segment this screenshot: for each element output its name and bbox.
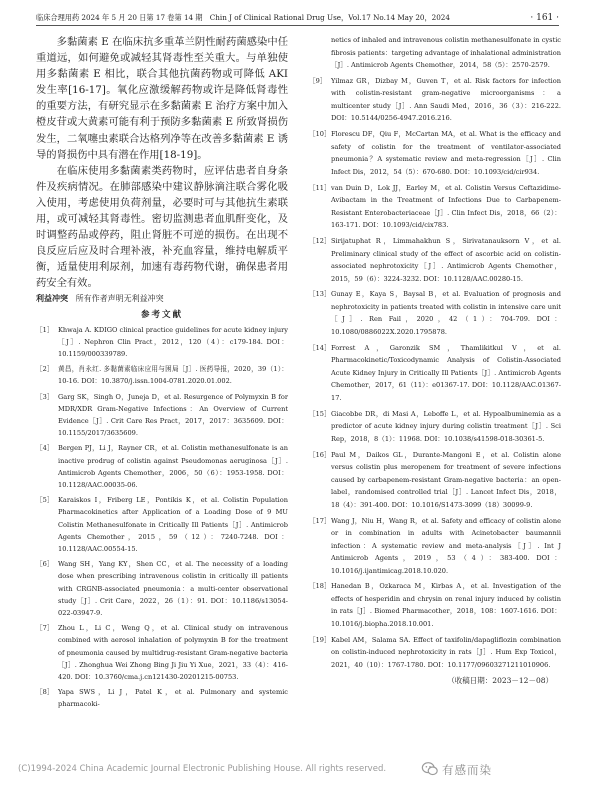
reference-item [309, 34, 561, 72]
reference-text: Garg SK，Singh O，Juneja D，et al. Resurgence of Polymyxin B for MDR/XDR Gram-Negative Infections：An Overview of Current Evidence［J］. Crit Care Res Pract，2017，2017：3635609. DOI：10.1155/2017/3635609. [58, 392, 288, 438]
body-paragraph-2: 在临床使用多黏菌素类药物时，应评估患者自身条件及疾病情况。在肺部感染中建议静脉滴注联合雾化吸入使用，考虑使用负荷剂量，必要时可与其他抗生素联用，或可减轻其肾毒性。密切监测患者血肌酐变化，及时调整药品或停药，阻止肾脏不可逆的损伤。在出现不良反应后应及时合理补液，补充血容量，维持电解质平衡，适量使用利尿剂，加速有毒药物代谢，确保患者用药安全有效。 [36, 164, 288, 290]
reference-text: Wang J，Niu H，Wang R，et al. Safety and efficacy of colistin alone or in combination in adults with Acinetobacter baumannii infection：A systematic review and meta-analysis［J］. Int J Antimicrob Agents，2019，53（4）：383-400. DOI：10.1016/j.ijantimicag.2018.10.020. [331, 516, 561, 575]
reference-number: ［12］ [309, 237, 331, 246]
reference-item [309, 515, 561, 578]
reference-text: Yapa SWS，Li J，Patel K，et al. Pulmonary and systemic pharmacoki- [58, 688, 288, 709]
reference-item [309, 408, 561, 446]
reference-item [36, 686, 288, 710]
reference-number: ［8］ [36, 688, 54, 697]
reference-text: 黄昌，肖永红. 多黏菌素临床应用与困局［J］. 医药导报，2020，39（1）：10-16. DOI：10.3870/j.issn.1004-0781.2020.01.002. [58, 365, 288, 386]
reference-number: ［1］ [36, 325, 54, 334]
reference-item [309, 342, 561, 405]
reference-item [36, 363, 288, 387]
reference-number: ［7］ [36, 624, 54, 633]
reference-item [36, 324, 288, 361]
conflict-label: 利益冲突 [36, 293, 68, 303]
reference-text: Yilmaz GR，Dizbay M，Guven T，et al. Risk factors for infection with colistin-resistant gram-negative microorganisms：a multicenter study［J］. Ann Saudi Med，2016，36（3）：216-222. DOI：10.5144/0256-4947.2016.216. [331, 76, 561, 123]
page-header [36, 10, 559, 26]
reference-item [309, 182, 561, 232]
reference-number: ［6］ [36, 560, 54, 569]
right-column [309, 34, 561, 686]
reference-number: ［3］ [36, 392, 54, 401]
body-paragraph-1: 多黏菌素 E 在临床抗多重革兰阴性耐药菌感染中任重道远，如何避免或减轻其肾毒性至关重大。与单独使用多黏菌素 E 相比，联合其他抗菌药物或可降低 AKI 发生率[16-17]。氧化应激缓解药物或许是降低肾毒性的重要方法，有研究显示在多黏菌素 E 治疗方案中加入橙皮苷或大黄素可能有利于预防多黏菌素 E 所致肾损伤发生，二氧噻虫素联合达格列净等在改善多黏菌素 E 诱导的肾损伤中具有潜在作用[18-19]。 [36, 36, 288, 161]
reference-number: ［2］ [36, 365, 54, 374]
page-number: · 161 · [530, 13, 559, 23]
page-footer [0, 762, 595, 782]
reference-text: Florescu DF，Qiu F，McCartan MA，et al. What is the efficacy and safety of colistin for the treatment of ventilator-associated pneumonia？A systematic review and meta-regression［J］. Clin Infect Dis，2012，54（5）：670-680. DOI：10.1093/cid/cir934. [331, 130, 561, 176]
reference-number: ［11］ [309, 183, 331, 192]
reference-text: Gunay E，Kaya S，Baysal B，et al. Evaluation of prognosis and nephrotoxicity in patients treated with colistin in intensive care unit［J］. Ren Fail，2020，42（1）：704-709. DOI：10.1080/0886022X.2020.1795878. [331, 290, 561, 336]
reference-number: ［16］ [309, 450, 331, 459]
reference-item [36, 558, 288, 619]
reference-item [309, 235, 561, 285]
reference-text: Paul M，Daikos GL，Durante-Mangoni E，et al. Colistin alone versus colistin plus meropenem for treatment of severe infections caused by carbapenem-resistant Gram-negative bacteria：an open-label，randomised controlled trial［J］. Lancet Infect Dis，2018，18（4）：391-400. DOI：10.1016/S1473-3099（18）30099-9. [331, 450, 561, 509]
reference-list-right [309, 34, 561, 671]
reference-number: ［9］ [309, 76, 327, 85]
reference-text: Wang SH，Yang KY，Shen CC，et al. The necessity of a loading dose when prescribing intravenous colistin in critically ill patients with CRGNB-associated pneumonia：a multi-center observational study［J］. Crit Care，2022，26（1）：91. DOI：10.1186/s13054-022-03947-9. [58, 560, 288, 617]
reference-text: Sirijatuphat R，Limmahakhun S，Sirivatanauksorn V，et al. Preliminary clinical study of the effect of ascorbic acid on colistin-associated nephrotoxicity［J］. Antimicrob Agents Chemother，2015，59（6）：3224-3232. DOI：10.1128/AAC.00280-15. [331, 237, 561, 283]
reference-text: Bergen PJ，Li J，Rayner CR，et al. Colistin methanesulfonate is an inactive prodrug of colistin against Pseudomonas aeruginosa［J］. Antimicrob Agents Chemother，2006，50（6）：1953-1958. DOI：10.1128/AAC.00035-06. [58, 444, 288, 489]
reference-item [309, 75, 561, 125]
received-date: （收稿日期：2023－12－08） [447, 676, 553, 686]
wechat-icon [421, 760, 439, 778]
reference-number: ［17］ [309, 516, 331, 525]
reference-item [36, 391, 288, 440]
conflict-text: 所有作者声明无利益冲突 [75, 293, 164, 303]
reference-item [36, 442, 288, 491]
reference-number [309, 34, 331, 72]
reference-item [309, 128, 561, 178]
reference-number: ［19］ [309, 635, 331, 644]
reference-number: ［5］ [36, 496, 54, 505]
reference-number: ［4］ [36, 444, 54, 453]
reference-text: Giacobbe DR，di Masi A，Leboffe L，et al. Hypoalbuminemia as a predictor of acute kidney injury during colistin treatment［J］. Sci Rep，2018，8（1）：11968. DOI：10.1038/s41598-018-30361-5. [331, 409, 561, 443]
conflict-of-interest [36, 293, 288, 305]
reference-number: ［13］ [309, 290, 331, 299]
watermark-text: 有感而染 [442, 763, 492, 777]
reference-text: Hanedan B，Ozkaraca M，Kirbas A，et al. Investigation of the effects of hesperidin and chrysin on renal injury induced by colistin in rats［J］. Biomed Pharmacother，2018，108：1607-1616. DOI：10.1016/j.biopha.2018.10.001. [331, 582, 561, 628]
copyright-notice: (C)1994-2024 China Academic Journal Electronic Publishing House. All rights reserved. [18, 764, 387, 774]
left-column [36, 34, 288, 714]
reference-text: Karaiskos I，Friberg LE，Pontikis K，et al. Colistin Population Pharmacokinetics after Application of a Loading Dose of 9 MU Colistin Methanesulfonate in Critically Ill Patients［J］. Antimicrob Agents Chemother，2015，59（12）：7240-7248. DOI：10.1128/AAC.00554-15. [58, 496, 288, 553]
reference-number: ［14］ [309, 343, 331, 352]
reference-number: ［15］ [309, 409, 331, 418]
reference-item [36, 494, 288, 555]
reference-item [309, 449, 561, 512]
references-heading: 参考文献 [140, 309, 183, 320]
reference-item [309, 288, 561, 338]
reference-list-left [36, 324, 288, 711]
reference-item [36, 622, 288, 683]
reference-number: ［10］ [309, 130, 331, 139]
journal-running-head: 临床合理用药 2024 年 5 月 20 日第 17 卷第 14 期 Chin J of Clinical Rational Drug Use，Vol.17 No.14 May 20，2024 [36, 13, 450, 22]
reference-item [309, 580, 561, 630]
reference-text: netics of inhaled and intravenous colistin methanesulfonate in cystic fibrosis patients：targeting advantage of inhalational administration［J］. Antimicrob Agents Chemother，2014，58（5）：2570-2579. [331, 36, 561, 69]
reference-item [309, 634, 561, 672]
reference-text: Kabel AM，Salama SA. Effect of taxifolin/dapagliflozin combination on colistin-induced nephrotoxicity in rats［J］. Hum Exp Toxicol，2021，40（10）：1767-1780. DOI：10.1177/09603271211010906. [331, 635, 561, 669]
reference-number: ［18］ [309, 582, 331, 591]
reference-text: Forrest A，Garonzik SM，Thamlikitkul V，et al. Pharmacokinetic/Toxicodynamic Analysis of Colistin-Associated Acute Kidney Injury in Critically Ill Patients［J］. Antimicrob Agents Chemother，2017，61（11）：e01367-17. DOI：10.1128/AAC.01367-17. [331, 343, 561, 402]
reference-text: Zhou L，Li C，Weng Q，et al. Clinical study on intravenous combined with aerosol inhalation of polymyxin B for the treatment of pneumonia caused by multidrug-resistant Gram-negative bacteria［J］. Zhonghua Wei Zhong Bing Ji Jiu Yi Xue，2021，33（4）：416-420. DOI：10.3760/cma.j.cn121430-20201215-00753. [58, 624, 288, 681]
reference-text: van Duin D，Lok JJ，Earley M，et al. Colistin Versus Ceftazidime-Avibactam in the Treatment of Infections Due to Carbapenem-Resistant Enterobacteriaceae［J］. Clin Infect Dis，2018，66（2）：163-171. DOI：10.1093/cid/cix783. [331, 183, 561, 230]
reference-text: Khwaja A. KDIGO clinical practice guidelines for acute kidney injury［J］. Nephron Clin Pract，2012，120（4）：c179-184. DOI：10.1159/000339789. [58, 325, 288, 358]
